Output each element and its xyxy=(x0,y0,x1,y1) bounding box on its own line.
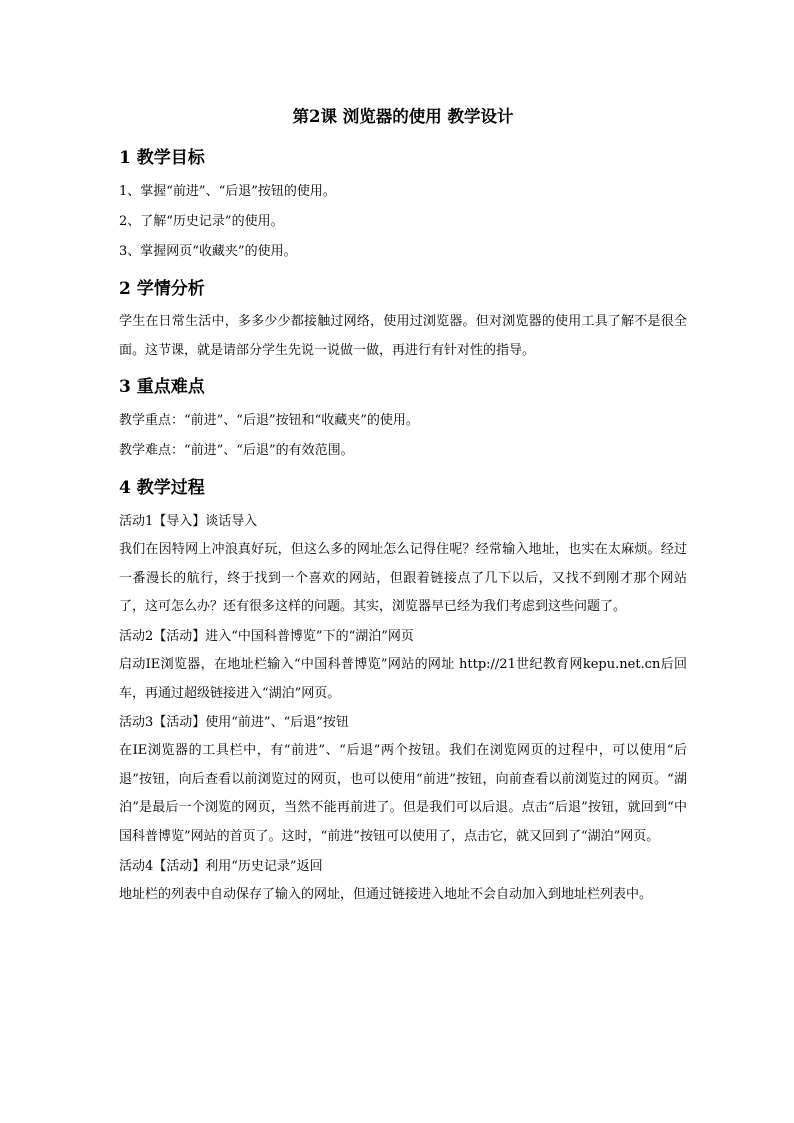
activity-text: 地址栏的列表中自动保存了输入的网址，但通过链接进入地址不会自动加入到地址栏列表中。 xyxy=(119,886,653,902)
activity-label: 活动3【活动】使用“前进”、“后退”按钮 xyxy=(119,715,349,731)
analysis-paragraph: 学生在日常生活中，多多少少都接触过网络，使用过浏览器。但对浏览器的使用工具了解不是很全面。这节课，就是请部分学生先说一说做一做，再进行有针对性的指导。 xyxy=(119,314,687,358)
activity-label: 活动4【活动】利用“历史记录”返回 xyxy=(119,858,323,874)
key-point-item: 教学难点：“前进”、“后退”的有效范围。 xyxy=(119,443,354,459)
section-heading-analysis: 2 学情分析 xyxy=(119,279,205,299)
objective-item: 2、了解“历史记录”的使用。 xyxy=(119,214,284,229)
activity-text: 启动IE浏览器，在地址栏输入“中国科普博览”网站的网址 http://21世纪教育网kepu.net.cn后回车，再通过超级链接进入“湖泊”网页。 xyxy=(119,656,687,701)
objective-item: 1、掌握“前进”、“后退”按钮的使用。 xyxy=(119,184,336,199)
activity-label: 活动2【活动】进入“中国科普博览”下的“湖泊”网页 xyxy=(119,628,414,644)
document-page xyxy=(119,104,687,909)
section-heading-objectives: 1 教学目标 xyxy=(119,148,205,168)
document-title: 第2课 浏览器的使用 教学设计 xyxy=(292,107,514,126)
key-point-item: 教学重点：“前进”、“后退”按钮和“收藏夹”的使用。 xyxy=(119,413,419,429)
section-heading-process: 4 教学过程 xyxy=(119,478,205,499)
section-heading-key-points: 3 重点难点 xyxy=(119,377,205,398)
activity-text: 在IE浏览器的工具栏中，有“前进”、“后退”两个按钮。我们在浏览网页的过程中，可以使用“后退”按钮，向后查看以前浏览过的网页，也可以使用“前进”按钮，向前查看以前浏览过的网页。“湖泊”是最后一个浏览的网页，当然不能再前进了。但是我们可以后退。点击“后退”按钮，就回到“中国科普博览”网站的首页了。这时，“前进”按钮可以使用了，点击它，就又回到了“湖泊”网页。 xyxy=(119,743,687,844)
activity-text: 我们在因特网上冲浪真好玩，但这么多的网址怎么记得住呢？经常输入地址，也实在太麻烦。经过一番漫长的航行，终于找到一个喜欢的网站，但跟着链接点了几下以后，又找不到刚才那个网站了，这可怎么办？还有很多这样的问题。其实，浏览器早已经为我们考虑到这些问题了。 xyxy=(119,542,687,615)
activity-label: 活动1【导入】谈话导入 xyxy=(119,514,258,530)
objective-item: 3、掌握网页“收藏夹”的使用。 xyxy=(119,244,297,259)
